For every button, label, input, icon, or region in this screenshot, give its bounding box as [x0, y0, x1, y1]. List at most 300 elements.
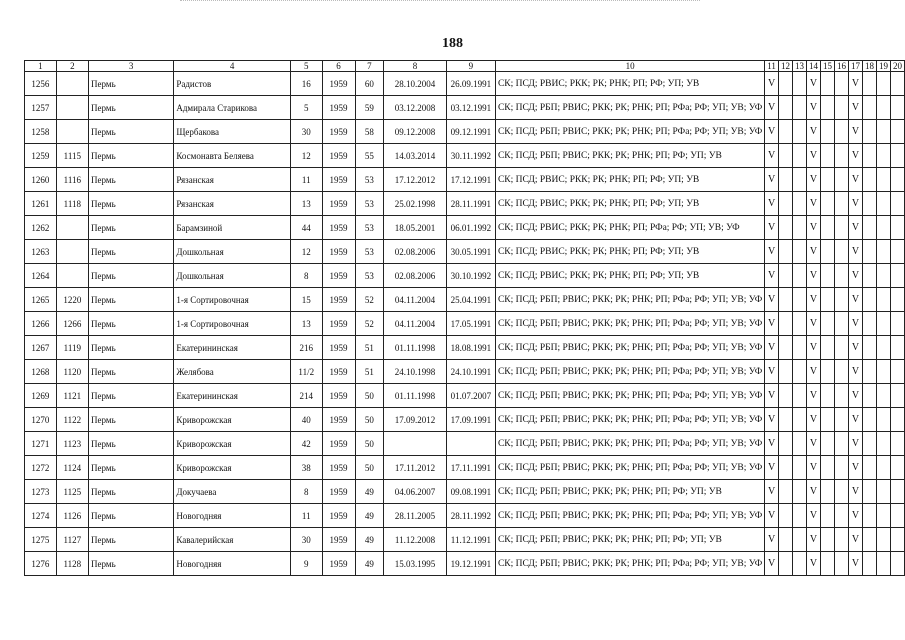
mark-cell-13 — [792, 192, 806, 216]
mark-cell-19 — [876, 288, 890, 312]
house-number-cell: 13 — [290, 192, 322, 216]
mark-cell-19 — [876, 360, 890, 384]
table-row — [25, 480, 905, 504]
house-number-cell: 38 — [290, 456, 322, 480]
date-cell: 25.02.1998 — [384, 192, 447, 216]
mark-cell-18 — [862, 144, 876, 168]
percent-cell: 53 — [355, 264, 384, 288]
city-cell: Пермь — [89, 336, 174, 360]
mark-cell-14: V — [806, 216, 820, 240]
secondary-number-cell: 1119 — [56, 336, 88, 360]
secondary-number-cell — [56, 120, 88, 144]
mark-cell-17: V — [848, 120, 862, 144]
house-number-cell: 214 — [290, 384, 322, 408]
codes-cell: СК; ПСД; РВИС; РКК; РК; РНК; РП; РФ; УП; УВ — [495, 168, 764, 192]
mark-cell-11: V — [765, 504, 779, 528]
mark-cell-16 — [834, 504, 848, 528]
mark-cell-11: V — [765, 312, 779, 336]
year-cell: 1959 — [322, 216, 355, 240]
mark-cell-20 — [890, 480, 904, 504]
mark-cell-17: V — [848, 408, 862, 432]
date-cell: 17.09.1991 — [446, 408, 495, 432]
mark-cell-15 — [820, 360, 834, 384]
mark-cell-15 — [820, 240, 834, 264]
mark-cell-15 — [820, 552, 834, 576]
column-number-15: 15 — [820, 61, 834, 72]
column-number-14: 14 — [806, 61, 820, 72]
percent-cell: 55 — [355, 144, 384, 168]
city-cell: Пермь — [89, 192, 174, 216]
mark-cell-11: V — [765, 432, 779, 456]
date-cell: 02.08.2006 — [384, 240, 447, 264]
codes-cell: СК; ПСД; РБП; РВИС; РКК; РК; РНК; РП; РФа; РФ; УП; УВ; УФ — [495, 96, 764, 120]
mark-cell-11: V — [765, 144, 779, 168]
mark-cell-12 — [778, 72, 792, 96]
mark-cell-20 — [890, 96, 904, 120]
mark-cell-20 — [890, 552, 904, 576]
mark-cell-19 — [876, 168, 890, 192]
date-cell: 09.12.2008 — [384, 120, 447, 144]
table-row — [25, 360, 905, 384]
date-cell — [446, 432, 495, 456]
mark-cell-14: V — [806, 504, 820, 528]
city-cell: Пермь — [89, 432, 174, 456]
mark-cell-16 — [834, 360, 848, 384]
table-row — [25, 264, 905, 288]
date-cell: 15.03.1995 — [384, 552, 447, 576]
date-cell: 11.12.2008 — [384, 528, 447, 552]
house-number-cell: 40 — [290, 408, 322, 432]
mark-cell-17: V — [848, 192, 862, 216]
secondary-number-cell — [56, 264, 88, 288]
mark-cell-14: V — [806, 408, 820, 432]
street-cell: Криворожская — [174, 408, 291, 432]
mark-cell-16 — [834, 552, 848, 576]
secondary-number-cell: 1127 — [56, 528, 88, 552]
street-cell: Кавалерийская — [174, 528, 291, 552]
row-number-cell: 1275 — [25, 528, 57, 552]
mark-cell-15 — [820, 288, 834, 312]
mark-cell-13 — [792, 456, 806, 480]
date-cell: 17.12.1991 — [446, 168, 495, 192]
row-number-cell: 1259 — [25, 144, 57, 168]
mark-cell-18 — [862, 72, 876, 96]
street-cell: 1-я Сортировочная — [174, 288, 291, 312]
mark-cell-14: V — [806, 384, 820, 408]
mark-cell-16 — [834, 144, 848, 168]
mark-cell-15 — [820, 120, 834, 144]
mark-cell-20 — [890, 384, 904, 408]
secondary-number-cell: 1124 — [56, 456, 88, 480]
top-scan-rule — [180, 0, 700, 2]
city-cell: Пермь — [89, 288, 174, 312]
mark-cell-19 — [876, 480, 890, 504]
mark-cell-15 — [820, 192, 834, 216]
percent-cell: 52 — [355, 288, 384, 312]
mark-cell-19 — [876, 96, 890, 120]
secondary-number-cell: 1118 — [56, 192, 88, 216]
city-cell: Пермь — [89, 456, 174, 480]
table-row — [25, 216, 905, 240]
mark-cell-18 — [862, 336, 876, 360]
table-row — [25, 456, 905, 480]
mark-cell-17: V — [848, 432, 862, 456]
house-number-cell: 5 — [290, 96, 322, 120]
mark-cell-11: V — [765, 336, 779, 360]
mark-cell-12 — [778, 360, 792, 384]
mark-cell-14: V — [806, 552, 820, 576]
city-cell: Пермь — [89, 552, 174, 576]
city-cell: Пермь — [89, 528, 174, 552]
row-number-cell: 1265 — [25, 288, 57, 312]
mark-cell-15 — [820, 96, 834, 120]
city-cell: Пермь — [89, 504, 174, 528]
date-cell: 26.09.1991 — [446, 72, 495, 96]
date-cell: 17.11.2012 — [384, 456, 447, 480]
mark-cell-19 — [876, 504, 890, 528]
table-row — [25, 120, 905, 144]
street-cell: Рязанская — [174, 192, 291, 216]
codes-cell: СК; ПСД; РБП; РВИС; РКК; РК; РНК; РП; РФа; РФ; УП; УВ; УФ — [495, 120, 764, 144]
percent-cell: 52 — [355, 312, 384, 336]
percent-cell: 50 — [355, 384, 384, 408]
codes-cell: СК; ПСД; РВИС; РКК; РК; РНК; РП; РФ; УП; УВ — [495, 264, 764, 288]
mark-cell-17: V — [848, 72, 862, 96]
secondary-number-cell: 1220 — [56, 288, 88, 312]
street-cell: Дошкольная — [174, 240, 291, 264]
row-number-cell: 1267 — [25, 336, 57, 360]
year-cell: 1959 — [322, 192, 355, 216]
codes-cell: СК; ПСД; РВИС; РКК; РК; РНК; РП; РФ; УП; УВ — [495, 240, 764, 264]
mark-cell-11: V — [765, 480, 779, 504]
mark-cell-19 — [876, 72, 890, 96]
mark-cell-13 — [792, 216, 806, 240]
house-number-cell: 12 — [290, 240, 322, 264]
year-cell: 1959 — [322, 480, 355, 504]
row-number-cell: 1257 — [25, 96, 57, 120]
mark-cell-18 — [862, 216, 876, 240]
register-table — [24, 60, 905, 576]
table-row — [25, 384, 905, 408]
house-number-cell: 42 — [290, 432, 322, 456]
house-number-cell: 30 — [290, 120, 322, 144]
mark-cell-18 — [862, 264, 876, 288]
date-cell: 17.05.1991 — [446, 312, 495, 336]
mark-cell-18 — [862, 408, 876, 432]
mark-cell-16 — [834, 456, 848, 480]
street-cell: Барамзиной — [174, 216, 291, 240]
table-row — [25, 288, 905, 312]
mark-cell-20 — [890, 312, 904, 336]
column-number-10: 10 — [495, 61, 764, 72]
column-number-7: 7 — [355, 61, 384, 72]
column-number-11: 11 — [765, 61, 779, 72]
city-cell: Пермь — [89, 72, 174, 96]
mark-cell-16 — [834, 240, 848, 264]
mark-cell-15 — [820, 72, 834, 96]
date-cell: 17.12.2012 — [384, 168, 447, 192]
date-cell: 14.03.2014 — [384, 144, 447, 168]
column-number-3: 3 — [89, 61, 174, 72]
mark-cell-11: V — [765, 288, 779, 312]
mark-cell-18 — [862, 504, 876, 528]
mark-cell-12 — [778, 408, 792, 432]
secondary-number-cell: 1115 — [56, 144, 88, 168]
percent-cell: 53 — [355, 168, 384, 192]
column-number-4: 4 — [174, 61, 291, 72]
mark-cell-20 — [890, 120, 904, 144]
mark-cell-17: V — [848, 168, 862, 192]
mark-cell-16 — [834, 384, 848, 408]
date-cell: 28.11.1991 — [446, 192, 495, 216]
row-number-cell: 1256 — [25, 72, 57, 96]
column-number-17: 17 — [848, 61, 862, 72]
date-cell: 01.11.1998 — [384, 336, 447, 360]
mark-cell-15 — [820, 528, 834, 552]
percent-cell: 58 — [355, 120, 384, 144]
table-row — [25, 144, 905, 168]
date-cell: 04.06.2007 — [384, 480, 447, 504]
date-cell: 09.08.1991 — [446, 480, 495, 504]
mark-cell-14: V — [806, 264, 820, 288]
mark-cell-11: V — [765, 552, 779, 576]
mark-cell-17: V — [848, 552, 862, 576]
mark-cell-13 — [792, 72, 806, 96]
street-cell: 1-я Сортировочная — [174, 312, 291, 336]
mark-cell-13 — [792, 480, 806, 504]
mark-cell-18 — [862, 456, 876, 480]
row-number-cell: 1269 — [25, 384, 57, 408]
date-cell: 03.12.2008 — [384, 96, 447, 120]
mark-cell-19 — [876, 144, 890, 168]
row-number-cell: 1260 — [25, 168, 57, 192]
mark-cell-18 — [862, 552, 876, 576]
column-number-16: 16 — [834, 61, 848, 72]
mark-cell-12 — [778, 336, 792, 360]
date-cell: 25.04.1991 — [446, 288, 495, 312]
codes-cell: СК; ПСД; РБП; РВИС; РКК; РК; РНК; РП; РФа; РФ; УП; УВ; УФ — [495, 336, 764, 360]
mark-cell-16 — [834, 96, 848, 120]
mark-cell-11: V — [765, 384, 779, 408]
mark-cell-16 — [834, 480, 848, 504]
mark-cell-17: V — [848, 216, 862, 240]
date-cell: 28.11.2005 — [384, 504, 447, 528]
codes-cell: СК; ПСД; РБП; РВИС; РКК; РК; РНК; РП; РФа; РФ; УП; УВ; УФ — [495, 504, 764, 528]
date-cell: 28.10.2004 — [384, 72, 447, 96]
mark-cell-12 — [778, 432, 792, 456]
house-number-cell: 44 — [290, 216, 322, 240]
mark-cell-11: V — [765, 360, 779, 384]
mark-cell-11: V — [765, 120, 779, 144]
table-row — [25, 504, 905, 528]
mark-cell-19 — [876, 240, 890, 264]
mark-cell-19 — [876, 552, 890, 576]
mark-cell-15 — [820, 216, 834, 240]
mark-cell-11: V — [765, 408, 779, 432]
mark-cell-13 — [792, 528, 806, 552]
date-cell: 30.10.1992 — [446, 264, 495, 288]
date-cell: 18.08.1991 — [446, 336, 495, 360]
city-cell: Пермь — [89, 360, 174, 384]
mark-cell-17: V — [848, 336, 862, 360]
codes-cell: СК; ПСД; РБП; РВИС; РКК; РК; РНК; РП; РФ; УП; УВ — [495, 528, 764, 552]
mark-cell-17: V — [848, 96, 862, 120]
codes-cell: СК; ПСД; РБП; РВИС; РКК; РК; РНК; РП; РФ; УП; УВ — [495, 480, 764, 504]
mark-cell-13 — [792, 384, 806, 408]
mark-cell-20 — [890, 432, 904, 456]
mark-cell-16 — [834, 264, 848, 288]
codes-cell: СК; ПСД; РБП; РВИС; РКК; РК; РНК; РП; РФа; РФ; УП; УВ; УФ — [495, 456, 764, 480]
mark-cell-14: V — [806, 336, 820, 360]
secondary-number-cell — [56, 72, 88, 96]
percent-cell: 53 — [355, 240, 384, 264]
percent-cell: 60 — [355, 72, 384, 96]
mark-cell-12 — [778, 384, 792, 408]
mark-cell-14: V — [806, 528, 820, 552]
street-cell: Щербакова — [174, 120, 291, 144]
date-cell: 01.07.2007 — [446, 384, 495, 408]
percent-cell: 50 — [355, 456, 384, 480]
mark-cell-19 — [876, 456, 890, 480]
house-number-cell: 13 — [290, 312, 322, 336]
year-cell: 1959 — [322, 240, 355, 264]
row-number-cell: 1274 — [25, 504, 57, 528]
city-cell: Пермь — [89, 216, 174, 240]
mark-cell-13 — [792, 288, 806, 312]
codes-cell: СК; ПСД; РВИС; РКК; РК; РНК; РП; РФ; УП; УВ — [495, 72, 764, 96]
mark-cell-20 — [890, 168, 904, 192]
year-cell: 1959 — [322, 336, 355, 360]
year-cell: 1959 — [322, 288, 355, 312]
street-cell: Дошкольная — [174, 264, 291, 288]
mark-cell-15 — [820, 504, 834, 528]
mark-cell-14: V — [806, 192, 820, 216]
year-cell: 1959 — [322, 504, 355, 528]
mark-cell-18 — [862, 432, 876, 456]
date-cell: 28.11.1992 — [446, 504, 495, 528]
mark-cell-16 — [834, 72, 848, 96]
city-cell: Пермь — [89, 312, 174, 336]
city-cell: Пермь — [89, 264, 174, 288]
table-row — [25, 96, 905, 120]
city-cell: Пермь — [89, 480, 174, 504]
codes-cell: СК; ПСД; РБП; РВИС; РКК; РК; РНК; РП; РФа; РФ; УП; УВ; УФ — [495, 288, 764, 312]
mark-cell-17: V — [848, 384, 862, 408]
mark-cell-14: V — [806, 312, 820, 336]
mark-cell-12 — [778, 144, 792, 168]
city-cell: Пермь — [89, 96, 174, 120]
mark-cell-14: V — [806, 360, 820, 384]
mark-cell-20 — [890, 240, 904, 264]
secondary-number-cell — [56, 240, 88, 264]
house-number-cell: 9 — [290, 552, 322, 576]
column-number-8: 8 — [384, 61, 447, 72]
mark-cell-19 — [876, 264, 890, 288]
mark-cell-11: V — [765, 240, 779, 264]
column-number-13: 13 — [792, 61, 806, 72]
mark-cell-18 — [862, 96, 876, 120]
codes-cell: СК; ПСД; РБП; РВИС; РКК; РК; РНК; РП; РФа; РФ; УП; УВ; УФ — [495, 312, 764, 336]
year-cell: 1959 — [322, 432, 355, 456]
mark-cell-11: V — [765, 168, 779, 192]
mark-cell-12 — [778, 192, 792, 216]
row-number-cell: 1261 — [25, 192, 57, 216]
row-number-cell: 1270 — [25, 408, 57, 432]
street-cell: Екатерининская — [174, 384, 291, 408]
city-cell: Пермь — [89, 168, 174, 192]
city-cell: Пермь — [89, 408, 174, 432]
date-cell: 06.01.1992 — [446, 216, 495, 240]
percent-cell: 49 — [355, 480, 384, 504]
mark-cell-12 — [778, 216, 792, 240]
mark-cell-19 — [876, 408, 890, 432]
mark-cell-18 — [862, 288, 876, 312]
mark-cell-20 — [890, 72, 904, 96]
house-number-cell: 15 — [290, 288, 322, 312]
street-cell: Рязанская — [174, 168, 291, 192]
column-number-18: 18 — [862, 61, 876, 72]
register-body — [25, 72, 905, 576]
mark-cell-16 — [834, 312, 848, 336]
street-cell: Космонавта Беляева — [174, 144, 291, 168]
mark-cell-14: V — [806, 72, 820, 96]
column-number-9: 9 — [446, 61, 495, 72]
city-cell: Пермь — [89, 240, 174, 264]
mark-cell-12 — [778, 456, 792, 480]
column-number-20: 20 — [890, 61, 904, 72]
percent-cell: 53 — [355, 192, 384, 216]
city-cell: Пермь — [89, 384, 174, 408]
year-cell: 1959 — [322, 96, 355, 120]
mark-cell-19 — [876, 312, 890, 336]
mark-cell-13 — [792, 504, 806, 528]
mark-cell-12 — [778, 504, 792, 528]
year-cell: 1959 — [322, 168, 355, 192]
mark-cell-20 — [890, 360, 904, 384]
year-cell: 1959 — [322, 360, 355, 384]
mark-cell-16 — [834, 288, 848, 312]
table-row — [25, 408, 905, 432]
house-number-cell: 16 — [290, 72, 322, 96]
mark-cell-17: V — [848, 456, 862, 480]
mark-cell-20 — [890, 456, 904, 480]
table-row — [25, 552, 905, 576]
secondary-number-cell: 1122 — [56, 408, 88, 432]
column-number-1: 1 — [25, 61, 57, 72]
mark-cell-19 — [876, 336, 890, 360]
mark-cell-17: V — [848, 264, 862, 288]
mark-cell-15 — [820, 480, 834, 504]
year-cell: 1959 — [322, 264, 355, 288]
mark-cell-17: V — [848, 312, 862, 336]
mark-cell-13 — [792, 144, 806, 168]
mark-cell-18 — [862, 360, 876, 384]
mark-cell-12 — [778, 168, 792, 192]
mark-cell-12 — [778, 480, 792, 504]
mark-cell-12 — [778, 264, 792, 288]
street-cell: Радистов — [174, 72, 291, 96]
mark-cell-20 — [890, 216, 904, 240]
mark-cell-13 — [792, 432, 806, 456]
mark-cell-14: V — [806, 456, 820, 480]
mark-cell-18 — [862, 480, 876, 504]
date-cell — [384, 432, 447, 456]
mark-cell-20 — [890, 336, 904, 360]
year-cell: 1959 — [322, 144, 355, 168]
house-number-cell: 216 — [290, 336, 322, 360]
mark-cell-15 — [820, 168, 834, 192]
row-number-cell: 1272 — [25, 456, 57, 480]
